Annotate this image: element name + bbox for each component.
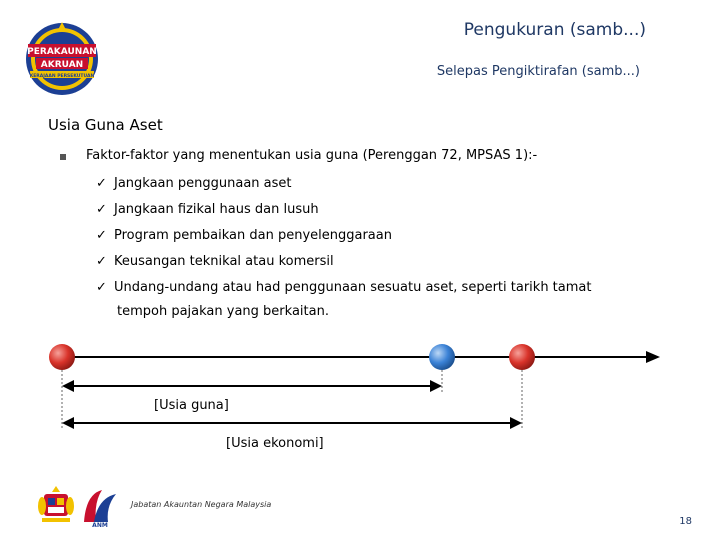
anm-logo-text: ANM (92, 522, 108, 528)
slide-title: Pengukuran (samb...) (463, 20, 646, 40)
arrow-right-icon (430, 380, 442, 392)
check-item-text: Keusangan teknikal atau komersil (114, 254, 334, 269)
checkmark-icon: ✓ (96, 228, 107, 243)
checkmark-icon: ✓ (96, 176, 107, 191)
economic-life-end-marker (509, 344, 535, 370)
start-marker (49, 344, 75, 370)
useful-life-label: [Usia guna] (154, 398, 229, 413)
footer-agency: Jabatan Akauntan Negara Malaysia (131, 500, 272, 509)
economic-life-label: [Usia ekonomi] (226, 436, 324, 451)
arrow-left-icon (62, 380, 74, 392)
check-item-text: Program pembaikan dan penyelenggaraan (114, 228, 392, 243)
checkmark-icon: ✓ (96, 280, 107, 295)
section-title: Usia Guna Aset (48, 116, 163, 134)
logo-text-mid: AKRUAN (40, 60, 84, 70)
logo-text-top: PERAKAUNAN (27, 47, 97, 57)
checkmark-icon: ✓ (96, 254, 107, 269)
check-item-continuation: tempoh pajakan yang berkaitan. (117, 304, 329, 319)
page-number: 18 (679, 516, 692, 527)
check-item-text: Jangkaan fizikal haus dan lusuh (114, 202, 319, 217)
check-item-text: Undang-undang atau had penggunaan sesuatu aset, seperti tarikh tamat (114, 280, 592, 295)
arrow-left-icon (62, 417, 74, 429)
bullet-text: Faktor-faktor yang menentukan usia guna (Perenggan 72, MPSAS 1):- (86, 148, 538, 163)
footer-logos (36, 484, 122, 528)
checkmark-icon: ✓ (96, 202, 107, 217)
malaysia-coat-of-arms-icon (38, 486, 74, 522)
useful-life-end-marker (429, 344, 455, 370)
slide-subtitle: Selepas Pengiktirafan (samb...) (436, 64, 640, 79)
anm-logo-icon (84, 490, 116, 528)
check-item-text: Jangkaan penggunaan aset (114, 176, 292, 191)
logo-text-bottom: KERAJAAN PERSEKUTUAN (29, 74, 95, 79)
timeline-arrow-icon (646, 351, 660, 363)
arrow-right-icon (510, 417, 522, 429)
